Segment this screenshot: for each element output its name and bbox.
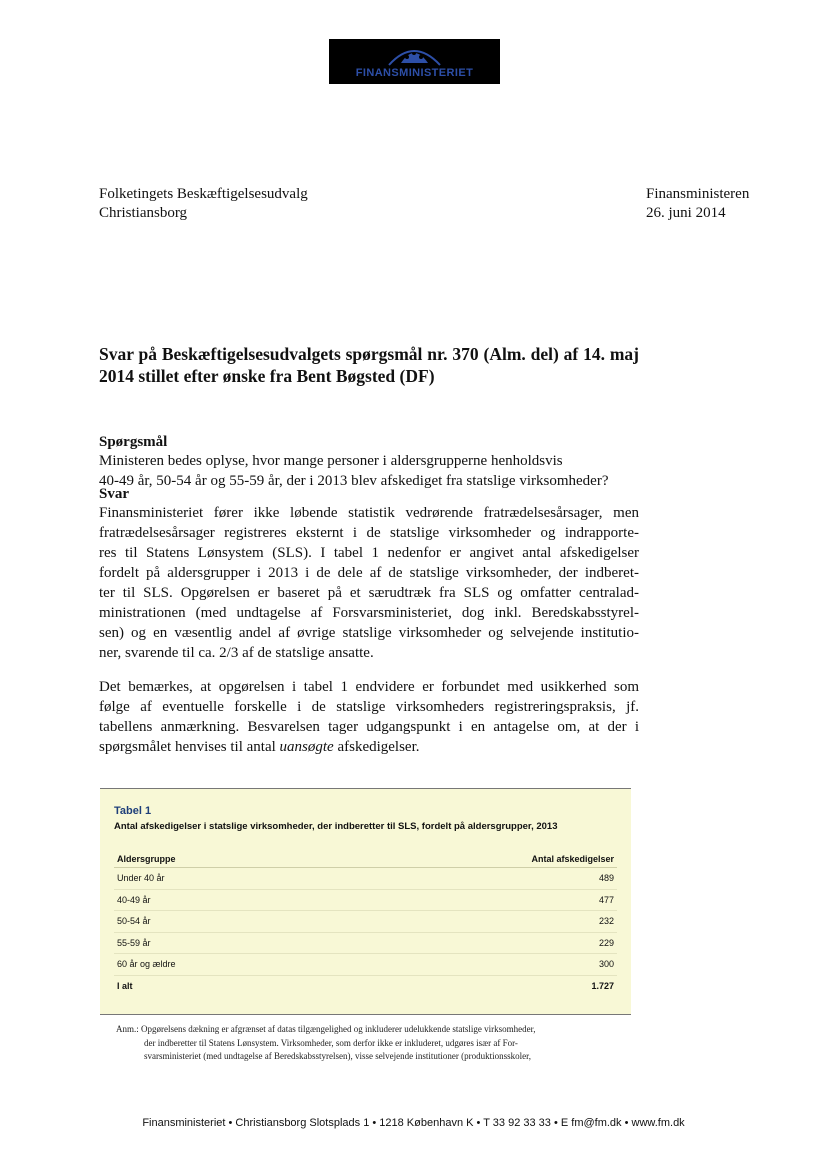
age-group-cell: 50-54 år <box>117 916 151 927</box>
age-group-cell: 55-59 år <box>117 937 151 948</box>
answer-line: Det bemærkes, at opgørelsen i tabel 1 endvidere er forbundet med usikkerhed som <box>99 679 639 695</box>
answer-text: afskedigelser. <box>333 739 420 755</box>
emphasis-text: uansøgte <box>279 739 334 755</box>
answer-line: ter til SLS. Opgørelsen er baseret på et særudtræk fra SLS og omfatter centralad- <box>99 585 639 601</box>
answer-text: spørgsmålet henvises til antal <box>99 739 280 755</box>
table-row <box>114 954 617 976</box>
count-cell: 229 <box>598 937 614 948</box>
column-header: Antal afskedigelser <box>531 854 614 864</box>
count-cell: 489 <box>598 873 614 884</box>
question-text <box>99 451 639 491</box>
document-title: Svar på Beskæftigelsesudvalgets spørgsmål nr. 370 (Alm. del) af 14. maj 2014 stillet efter ønske fra Bent Bøgsted (DF) <box>99 344 639 386</box>
note-line: der indberetter til Statens Lønsystem. Virksomheder, som derfor ikke er inkluderet, udgøres især af For- <box>144 1037 518 1048</box>
answer-line: fratrædelsesårsager registreres eksternt i de statslige virksomheder og indrapporte- <box>99 525 639 541</box>
note-line: Anm.: Opgørelsens dækning er afgrænset af datas tilgængelighed og inkluderer udelukkende statslige virksomheder, <box>116 1024 536 1034</box>
age-group-cell: Under 40 år <box>117 873 165 884</box>
table-row <box>114 933 617 955</box>
age-group-cell: 40-49 år <box>117 894 151 905</box>
data-table <box>114 851 617 996</box>
table-row <box>114 911 617 933</box>
sender-block <box>646 185 749 223</box>
table-row <box>114 890 617 912</box>
answer-line: følge af eventuelle forskelle i de statslige virksomheders registreringspraksis, jf. <box>99 699 639 715</box>
total-value: 1.727 <box>591 980 614 991</box>
answer-paragraph-2 <box>99 677 639 757</box>
table-total-row <box>114 976 617 997</box>
recipient-line: Christiansborg <box>99 205 188 221</box>
table-label: Tabel 1 <box>114 805 152 817</box>
table-row <box>114 868 617 890</box>
answer-line: ministrationen (med undtagelse af Forsvarsministeriet, dog inkl. Beredskabsstyrel- <box>99 605 639 621</box>
answer-line: res til Statens Lønsystem (SLS). I tabel 1 nedenfor er angivet antal afskedigelser <box>99 545 639 561</box>
answer-line: sen) og en væsentlig andel af øvrige statslige virksomheder og selvejende institutio- <box>99 625 639 641</box>
table-1 <box>100 788 631 1015</box>
recipient-line: Folketingets Beskæftigelsesudvalg <box>99 186 308 202</box>
answer-heading: Svar <box>99 486 129 502</box>
question-line: 40-49 år, 50-54 år og 55-59 år, der i 2013 blev afskediget fra statslige virksomheder? <box>99 473 609 489</box>
finansministeriet-logo <box>329 39 500 84</box>
logo-text: FINANSMINISTERIET <box>355 67 474 79</box>
total-label: I alt <box>117 980 133 991</box>
recipient-block <box>99 185 308 223</box>
answer-line: Finansministeriet fører ikke løbende statistik vedrørende fratrædelsesårsager, men <box>99 505 639 521</box>
count-cell: 232 <box>598 916 614 927</box>
answer-line: fordelt på aldersgrupper i 2013 i de dele af de statslige virksomheder, der indberet- <box>99 565 639 581</box>
count-cell: 477 <box>598 894 614 905</box>
letter-date: 26. juni 2014 <box>646 205 726 221</box>
question-heading: Spørgsmål <box>99 434 168 450</box>
sender-name: Finansministeren <box>646 186 750 202</box>
answer-paragraph-1 <box>99 503 639 663</box>
page-footer: Finansministeriet • Christiansborg Slotsplads 1 • 1218 København K • T 33 92 33 33 • E fm@fm.dk • www.fm.dk <box>142 1117 685 1129</box>
question-line: Ministeren bedes oplyse, hvor mange personer i aldersgrupperne henholdsvis <box>99 453 563 469</box>
note-line: svarsministeriet (med undtagelse af Beredskabsstyrelsen), visse selvejende institutioner (produktionsskoler, <box>144 1051 532 1061</box>
count-cell: 300 <box>598 959 614 970</box>
answer-line: tabellens anmærkning. Besvarelsen tager udgangspunkt i en antagelse om, at der i <box>99 719 639 735</box>
table-caption: Antal afskedigelser i statslige virksomheder, der indberetter til SLS, fordelt på aldersgrupper, 2013 <box>114 821 558 832</box>
table-header-row <box>114 851 617 868</box>
table-note <box>116 1023 626 1064</box>
answer-line: ner, svarende til ca. 2/3 af de statslige ansatte. <box>99 645 374 661</box>
age-group-cell: 60 år og ældre <box>117 959 176 970</box>
column-header: Aldersgruppe <box>117 854 176 864</box>
answer-line <box>99 737 639 757</box>
